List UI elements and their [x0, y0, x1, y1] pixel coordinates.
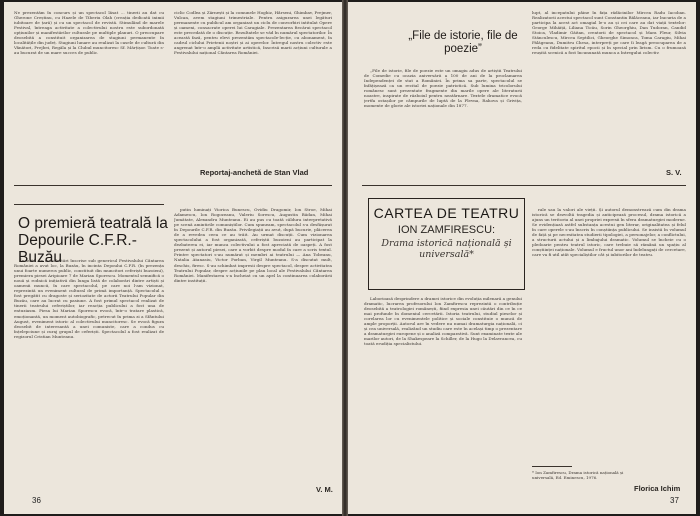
left-top-col1: Ne prezentăm în concurs și un spectacol lăsat ... tinerii au dat cu Gherone Creștinu, cu Hazele de Tiberiu Olah (creația dedicată inimii iubitoare de țară) și cu un spectacol de revistă. Stimulând de marele Festival, întreaga activitate a colectivului nostru este subordonată opțiunilor și manifestărilor culturale pe multiple planuri. O preocupare deosebită a constituit organizarea de stagiuni permanente în localitățile din județ. Stagiuni lunare au realizat la casele de cultură din Vânători, Prejbei, Regăla și la Clubul muncitoresc Sf. Mărțișor. Toate s-au bucurat de un mare succes de public.: [14, 10, 164, 56]
page-number-right: 37: [670, 496, 679, 505]
divider: [362, 185, 686, 186]
review-col1: Laborioasă desprindere a dramei istorice din evoluția milenară a genului dramatic, lucrarea profesorului Ion Zamfirescu reprezintă o contribuție deosebită a teatrologiei românești, fiind expresia unei căutări din ce în ce mai profunde în domeniul cercetării. Istoria teatrului, studiul pieselor și corelarea lor cu evenimentele politice și sociale constituie o muncă de ample proporții. Autorul are în vedere nu numai dramaturgia națională, ci și cea universală, realizând un studiu care este în același timp o prezentare a dramaturgiei europene și o analiză comparativă. Sunt examinate texte ale marilor autori, de la Shakespeare la Schiller, de la Hugo la Delavrancea, cu toată erudiția specialistului.: [364, 296, 522, 347]
byline-bottom: V. M.: [316, 485, 333, 494]
footnote-rule: [532, 466, 572, 467]
divider: [14, 204, 164, 205]
byline-right: Florica Ichim: [634, 484, 681, 493]
article-col2: putin luminați Viorica Bunescu, Ovidiu Dragomir, Ion Stroe, Mihai Adamescu, Ion Rogozeanu, Valeriu Sorescu, Augustin Bădan, Mihai Jumătate, Alexandru Munteanu. Ei au pus cu toată căldura interpretativă pe scenă amintirile comuniștilor. Cum spuneam, spectacolul s-a desfășurat în Depourile C.F.R. din Buzău. Privilegiații au avut, după bucurie, plăcerea de a revedea ceea ce au trăit. Au urmat discuții. Cum vizionarea spectacolului a fost organizată, ceferiștii buzoieni au participat la dezbaterea ei, iar munca colectivului a fost apreciată de oaspeți. A fost prezent și autorul piesei, care a vorbit despre modul în care a scris textul. Printre spectatori s-au numărat și membri ai teatrului — Ana Tobeanu, Natalia Atanasiu, Victor Porban, Virgil Munteanu. S-a discutat mult, deschis, firesc. S-au schimbat impresii despre spectacol, despre activitatea Teatrului Popular, despre acțiunile pe plan local ale Festivalului Cântarea României. Manifestarea s-a încheiat cu un apel la continuarea colaborării dintre instituții.: [174, 207, 332, 283]
fil-col1: „File de istorie, file de poezie este un omagiu adus de artiștii Teatrului de Comedie cu ocazia aniversării a 100 de ani de la proclamarea Independenței de stat a României. În prima sa parte, spectacolul se înfățișează ca un recital de poezie patriotică. Sub lumina tricolorului românesc sunt prezentate fragmente din marile opere ale literaturii noastre, inspirate de războiul pentru neatârnare. Textele dramatice evocă jertfa ostașilor pe câmpurile de luptă de la Plevna, Rahova și Grivița, momente de glorie ale istoriei naționale din 1877.: [364, 68, 522, 109]
fil-title: „File de istorie, file de poezie”: [408, 30, 518, 55]
box-author: ION ZAMFIRESCU:: [397, 224, 496, 236]
article-title: O premieră teatrală la Depourile C.F.R.-Buzău: [18, 215, 168, 266]
right-page: [348, 2, 696, 514]
article-col1: În suita de manifestări înscrise sub genericul Festivalului Cântarea României a avut loc, la Buzău, în incinta Depoului C.F.R. (în prezența unui foarte numeros public, constituit din muncitori ceferiști buzoieni), premiera piesei Aripioare 7 de Marian Sporescu. Momentul semnifică o nouă și rodnică inițiativă din lunga listă de colaborări dintre artiști și oamenii muncii, în care spectacolul, pe care noi l-am vizionat, reprezintă un eveniment cultural de primă importanță. Spectacolul a fost pregătit cu dragoste și seriozitate de actorii Teatrului Popular din Buzău, care au lucrat cu pasiune. A fost primul spectacol realizat de tinerii teatrului ceferiștilor, iar reacția publicului a fost una de entuziasm. Piesa lui Marian Sporescu evocă, într-o tratare plastică, emoționantă, un moment autobiografic, petrecut în prima zi a Sfântului August, eveniment istoric al colectivului muncitoresc. Se evocă figura deosebit de interesantă a unei comuniste, care a condus cu înțelepciune și curaj grupul de ceferiști. Spectacolul a fost realizat de regizorul Cristian Munteanu.: [14, 258, 164, 339]
footnote: * Ion Zamfirescu, Drama istorică națională și universală, Ed. Eminescu, 1976.: [532, 470, 624, 480]
divider: [14, 185, 332, 186]
page-number-left: 36: [32, 496, 41, 505]
left-top-col2: ciclic Codlea și Zărnești și la comunele Hoghiz, Hârseni, Ghimbav, Prejmer, Vulcan, avem stagiuni trimestriale. Pentru asigurarea unei legături permanente cu publicul am organizat un ciclu de convorbiri intitulat Opere și oameni, consacrate operei lui Caragiale. Prezentarea fiecărui spectacol este precedată de o discuție. Rezultatele se văd în numărul spectatorilor. În această fază, pentru elevi prezentăm spectacole-lecție, cu abonament, în cadrul ciclului Prietenii noștri și ai operelor. Întregul nostru colectiv este angrenat într-o amplă activitate artistică, înscrisă marii acțiuni culturale a Festivalului național Cântarea României.: [174, 10, 332, 56]
box-heading: CARTEA DE TEATRU: [373, 205, 520, 221]
box-subtitle: Drama istorică națională și universală*: [381, 238, 512, 260]
review-col2: rale sau la valori ale vieții. Și autorul demonstrează cum din drama istorică se dezvoltă tragedia și anticipează procesul, drama istorică a ajuns un teritoriu al unei propriei expresii în sfera dramaturgiei moderne. Se evidențiază astfel substanța acestui gen literar, originalitatea și felul în care operele s-au înscris în conștiința publicului. Se insistă în volumul de față și pe necesitatea studierii tipologiei, a personajelor, a conflictului, a structurii actului și a limbajului dramatic. Volumul se încheie cu o pledoarie pentru teatrul istoric, care trebuie să rămână un spațiu al conștiinței naționale. Volumul e fructul unor ani îndelungați de cercetare, care va fi util atât specialiștilor cât și iubitorilor de teatru.: [532, 207, 686, 258]
fil-col2: lupt, al incepatului pâine în fața rădăcinilor Mircea Radu Iacoban. Realizatorii acestui spectacol sunt Constantin Bălăceanu, iar bucuria de a participa la acest act omagial le-o au și cei care au dat viață textelor: George Mihăiță, Liliana Ticău, Sorin Gheorghiu, Dan Tudoran, Candid Stoica, Vladimir Găitan, creatorii de spectacol și Mara Fleur, Silvia Stănculescu, Mircea Septilici, Gheorghe Simonca, Toma Caragiu, Mihai Fălăgeanu, Dumitru Chesa, interpreți pe care îi leagă preocuparea de a reda cu fidelitate spiritul epocii și în special prin lirism. Cu o frumoasă reușită scenică a fost încununată munca a întregului colectiv.: [532, 10, 686, 56]
left-page: [4, 2, 342, 514]
sv-byline: S. V.: [666, 168, 682, 177]
book-box: [368, 198, 525, 290]
byline-top: Reportaj-anchetă de Stan Vlad: [200, 168, 309, 177]
